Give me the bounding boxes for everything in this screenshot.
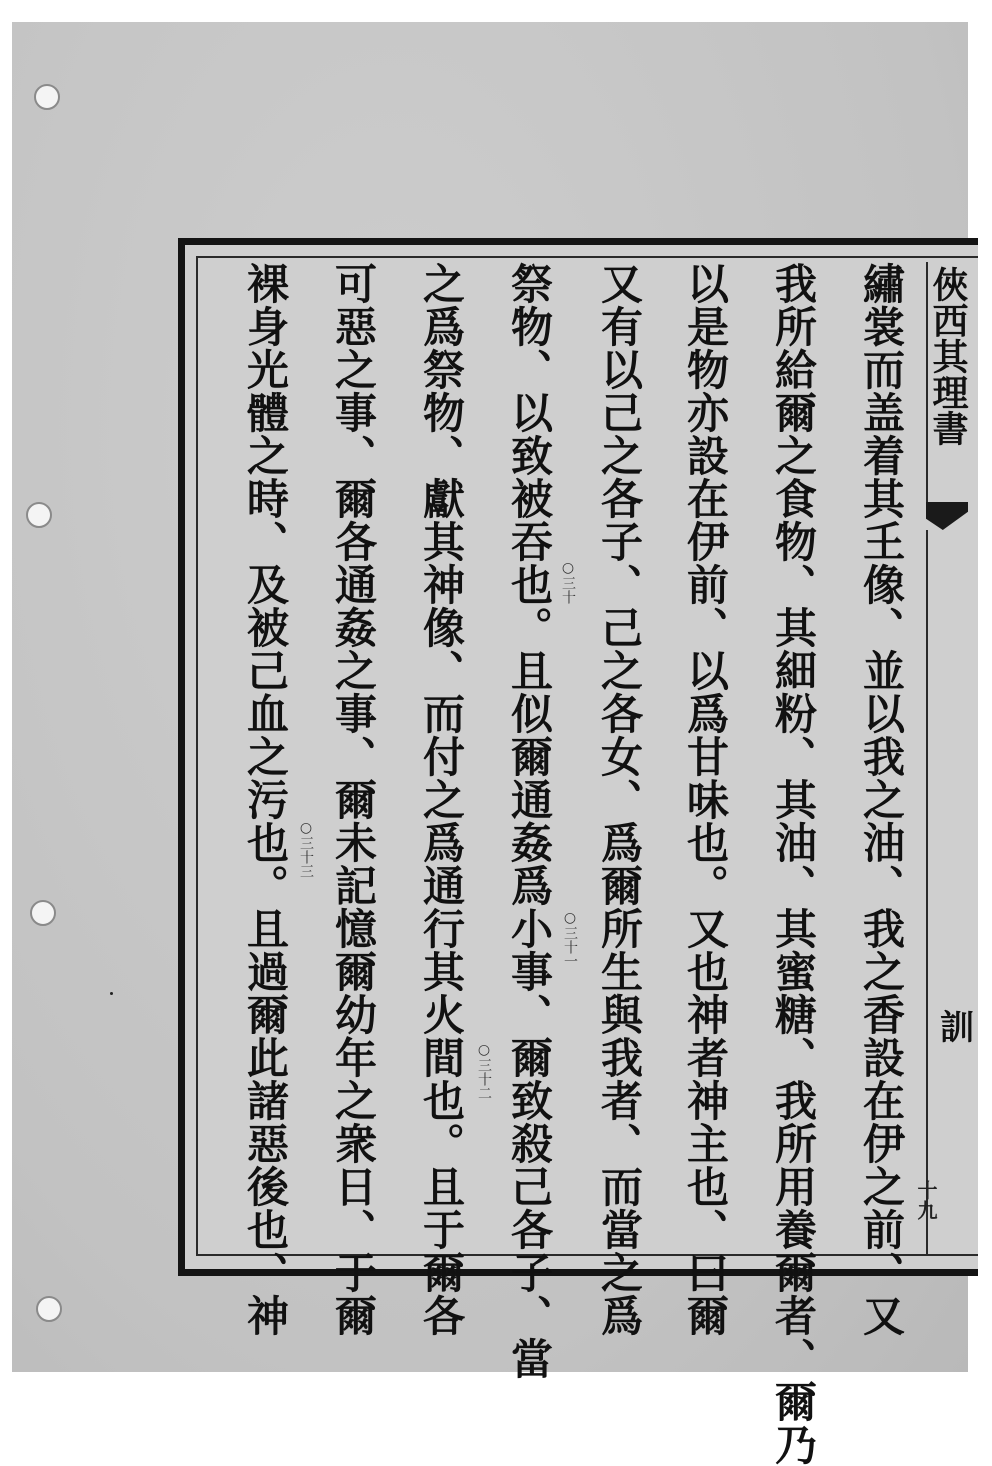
punch-hole: [34, 84, 60, 110]
text-column-7: 可惡之事、爾各通姦之事、爾未記憶爾幼年之衆日、于爾: [329, 262, 378, 1337]
page-number: 十九: [914, 1180, 938, 1220]
punch-hole: [26, 502, 52, 528]
text-column-2: 我所給爾之食物、其細粉、其油、其蜜糖、我所用養爾者、爾乃: [769, 262, 818, 1466]
verse-note: ○三十一: [562, 910, 578, 968]
text-column-3: 以是物亦設在伊前、以爲甘味也。又也神者神主也、曰爾: [681, 262, 730, 1337]
side-marker-char: 訓: [940, 1008, 974, 1048]
center-fold-line: [926, 530, 928, 1256]
verse-note: ○三十: [560, 560, 576, 604]
text-column-8: 裸身光體之時、及被己血之污也。且過爾此諸惡後也、神: [241, 262, 290, 1337]
text-column-4: 又有以己之各子、己之各女、爲爾所生與我者、而當之爲: [595, 262, 644, 1337]
verse-note: ○三十二: [476, 1042, 492, 1100]
text-column-5: 祭物、以致被吞也。且似爾通姦爲小事、爾致殺己各子、當: [505, 262, 554, 1380]
speck: [110, 992, 113, 995]
verse-note: ○三十三: [298, 820, 314, 878]
punch-hole: [30, 900, 56, 926]
text-column-6: 之爲祭物、獻其神像、而付之爲通行其火間也。且于爾各: [417, 262, 466, 1337]
punch-hole: [36, 1296, 62, 1322]
text-column-1: 繡裳而盖着其𡈼像、並以我之油、我之香設在伊之前、又: [857, 262, 906, 1337]
page-header-title: 俠西其理書: [927, 266, 969, 446]
